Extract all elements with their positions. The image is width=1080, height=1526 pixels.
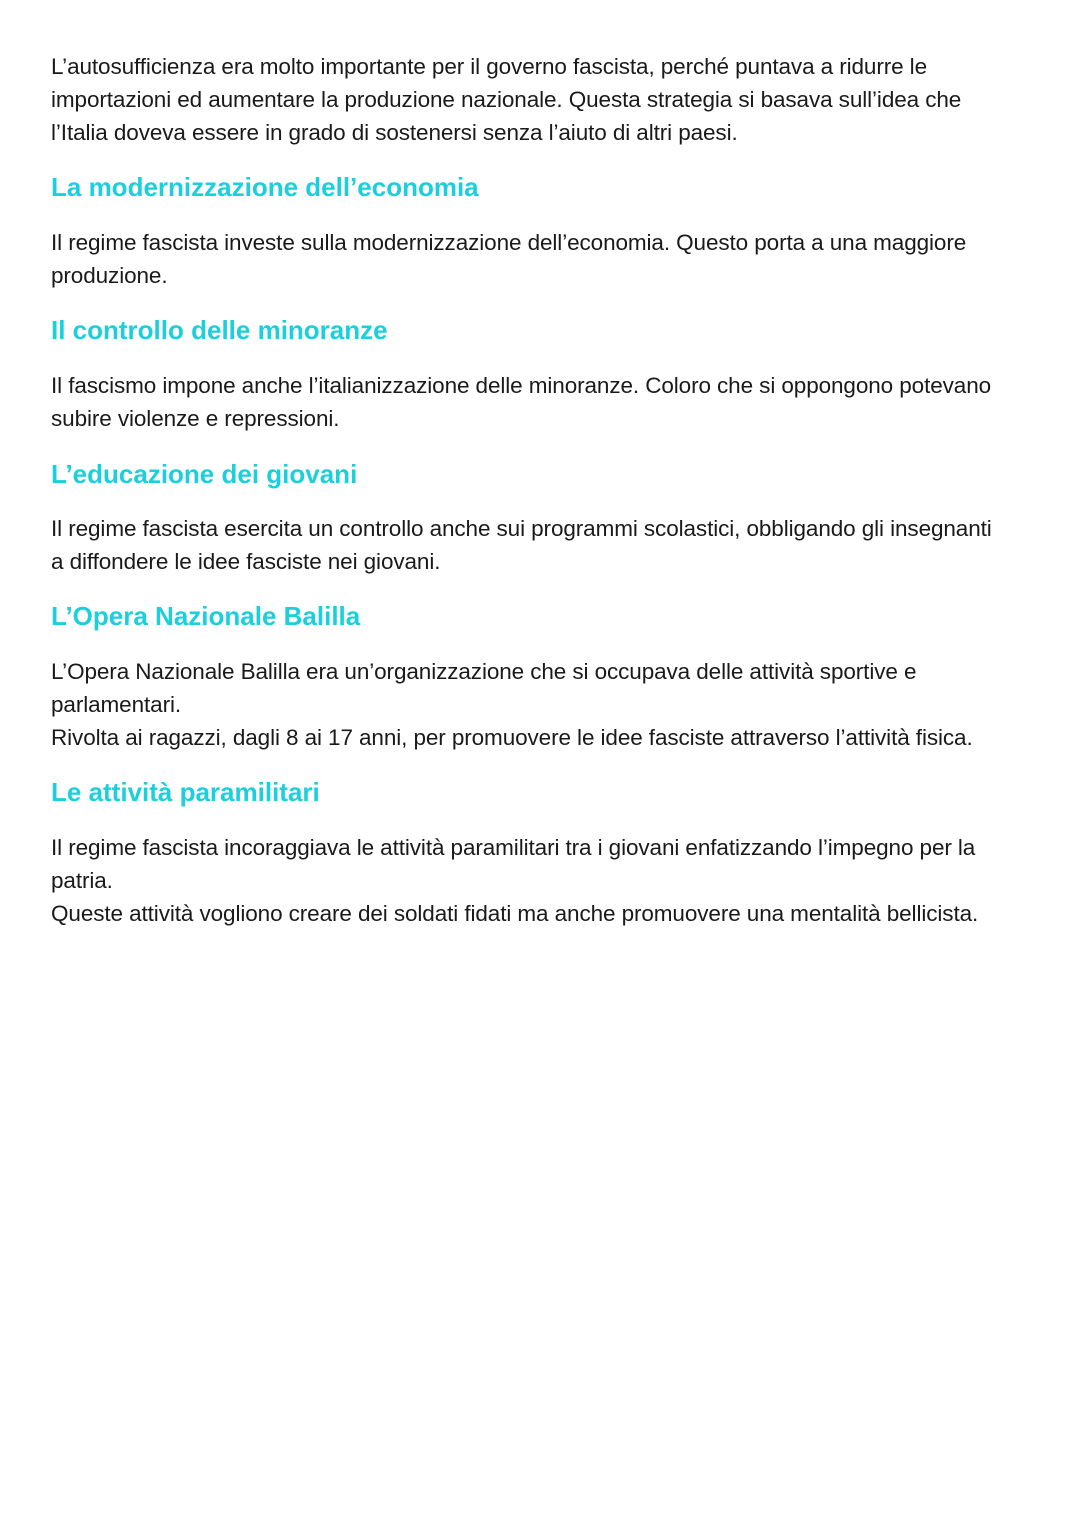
section-heading: Le attività paramilitari [51,777,320,807]
section-heading: La modernizzazione dell’economia [51,172,479,202]
text-line: Il regime fascista investe sulla modernizzazione dell’economia. Questo porta a una maggiore [51,230,967,255]
text-line: L’Opera Nazionale Balilla era un’organizzazione che si occupava delle attività sportive e [51,659,917,684]
text-line: Il regime fascista esercita un controllo anche sui programmi scolastici, obbligando gli insegnanti [51,516,992,541]
text-line: Il fascismo impone anche l’italianizzazione delle minoranze. Coloro che si oppongono potevano [51,373,992,398]
document-page [51,48,1031,930]
section-educazione [51,457,1031,578]
text-line: a diffondere le idee fasciste nei giovani. [51,549,441,574]
section-paragraph [51,369,1031,435]
text-line: parlamentari. [51,692,182,717]
intro-paragraph [51,50,1031,149]
section-heading: L’Opera Nazionale Balilla [51,601,361,631]
text-line: Il regime fascista incoraggiava le attività paramilitari tra i giovani enfatizzando l’impegno per la [51,835,976,860]
section-paramilitari [51,775,1031,930]
text-line: patria. [51,868,113,893]
section-paragraph [51,655,1031,754]
text-line: L’autosufficienza era molto importante per il governo fascista, perché puntava a ridurre le [51,54,927,79]
section-minoranze [51,313,1031,435]
text-line: Queste attività vogliono creare dei soldati fidati ma anche promuovere una mentalità bellicista. [51,901,979,926]
section-paragraph [51,512,1031,578]
section-heading: L’educazione dei giovani [51,459,358,489]
text-line: Rivolta ai ragazzi, dagli 8 ai 17 anni, per promuovere le idee fasciste attraverso l’attività fisica. [51,725,973,750]
text-line: subire violenze e repressioni. [51,406,340,431]
text-line: produzione. [51,263,168,288]
section-balilla [51,599,1031,754]
section-paragraph [51,226,1031,292]
text-line: l’Italia doveva essere in grado di sostenersi senza l’aiuto di altri paesi. [51,120,738,145]
section-paragraph [51,831,1031,930]
text-line: importazioni ed aumentare la produzione nazionale. Questa strategia si basava sull’idea che [51,87,962,112]
section-heading: Il controllo delle minoranze [51,315,388,345]
section-modernizzazione [51,170,1031,292]
